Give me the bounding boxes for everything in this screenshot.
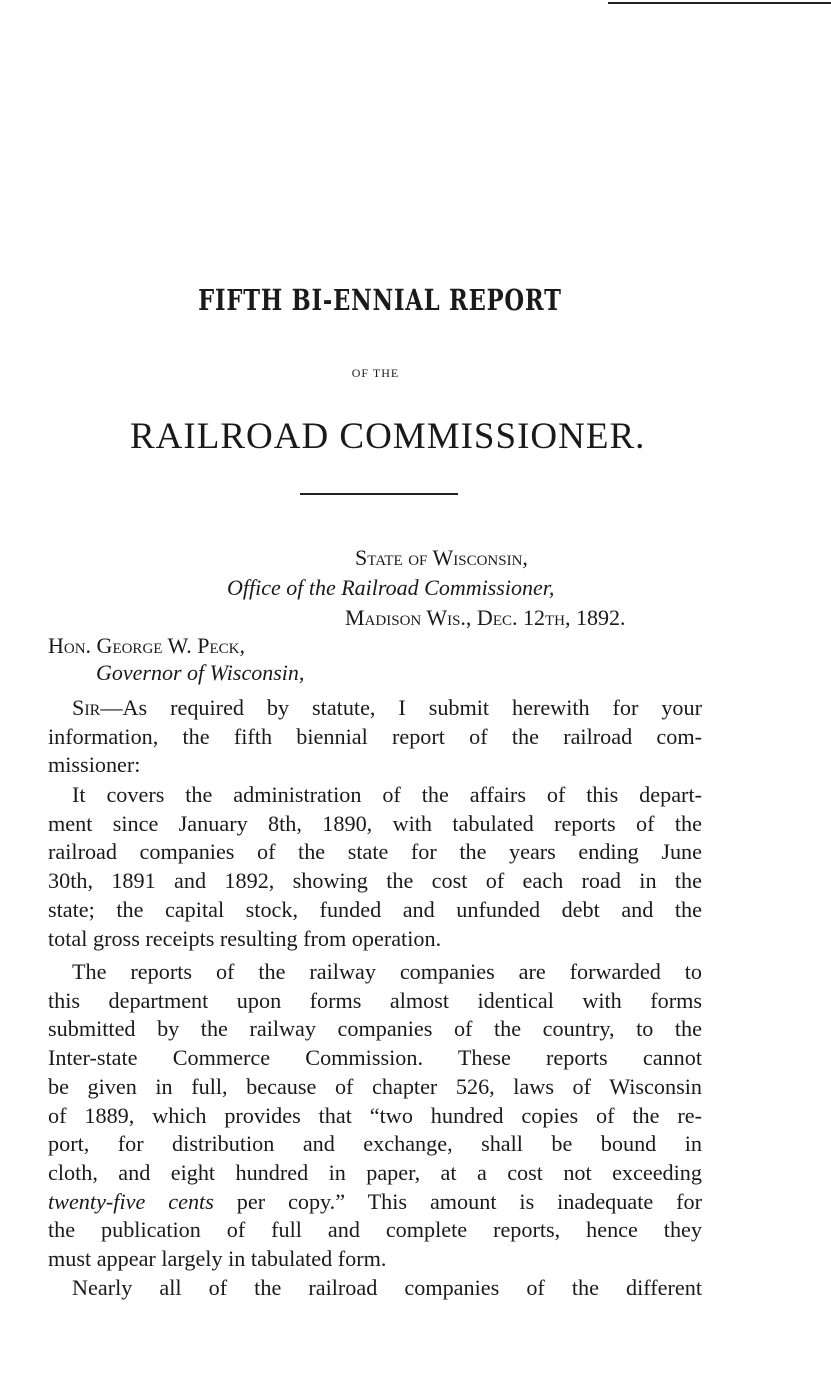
- paragraph-line: missioner:: [48, 752, 141, 778]
- dateline-place: Madison Wis., Dec. 12th, 1892.: [345, 605, 626, 630]
- paragraph-line: Sir—As required by statute, I submit herewith for your: [72, 695, 702, 720]
- report-subtitle: RAILROAD COMMISSIONER.: [130, 416, 646, 457]
- paragraph-4: [48, 1274, 702, 1303]
- paragraph-line: port, for distribution and exchange, shall be bound in: [48, 1131, 702, 1157]
- paragraph-line: railroad companies of the state for the years ending June: [48, 839, 702, 865]
- paragraph-line: state; the capital stock, funded and unfunded debt and the: [48, 896, 702, 922]
- report-title: FIFTH BI-ENNIAL REPORT: [198, 283, 562, 317]
- paragraph-line: Inter-state Commerce Commission. These reports cannot: [48, 1045, 702, 1071]
- paragraph-line: of 1889, which provides that “two hundred copies of the re-: [48, 1102, 702, 1128]
- paragraph-1: [48, 694, 702, 780]
- dateline-state: State of Wisconsin,: [355, 545, 528, 570]
- paragraph-line: twenty-five cents per copy.” This amount is inadequate for: [48, 1188, 703, 1214]
- of-the-label: OF THE: [351, 366, 400, 380]
- paragraph-line: Nearly all of the railroad companies of the different: [72, 1275, 702, 1300]
- paragraph-line: submitted by the railway companies of the country, to the: [48, 1016, 702, 1042]
- paragraph-line: information, the fifth biennial report of the railroad com-: [48, 723, 702, 749]
- paragraph-3: [48, 958, 702, 1274]
- paragraph-line: ment since January 8th, 1890, with tabulated reports of the: [48, 810, 702, 836]
- paragraph-line: be given in full, because of chapter 526, laws of Wisconsin: [48, 1073, 702, 1099]
- paragraph-line: the publication of full and complete reports, hence they: [48, 1217, 702, 1243]
- paragraph-line: It covers the administration of the affairs of this depart-: [72, 782, 702, 807]
- paragraph-2: [48, 781, 702, 953]
- paragraph-line: this department upon forms almost identical with forms: [48, 987, 702, 1013]
- addressee-name: Hon. George W. Peck,: [48, 633, 246, 658]
- paragraph-line: 30th, 1891 and 1892, showing the cost of each road in the: [48, 868, 702, 894]
- top-rule: [608, 2, 831, 4]
- paragraph-line: total gross receipts resulting from operation.: [48, 925, 442, 951]
- paragraph-line: cloth, and eight hundred in paper, at a cost not exceeding: [48, 1159, 702, 1185]
- paragraph-line: must appear largely in tabulated form.: [48, 1246, 387, 1272]
- dateline-office: Office of the Railroad Commissioner,: [227, 575, 555, 600]
- section-divider: [300, 493, 458, 495]
- addressee-title: Governor of Wisconsin,: [96, 660, 305, 685]
- paragraph-line: The reports of the railway companies are forwarded to: [72, 959, 702, 984]
